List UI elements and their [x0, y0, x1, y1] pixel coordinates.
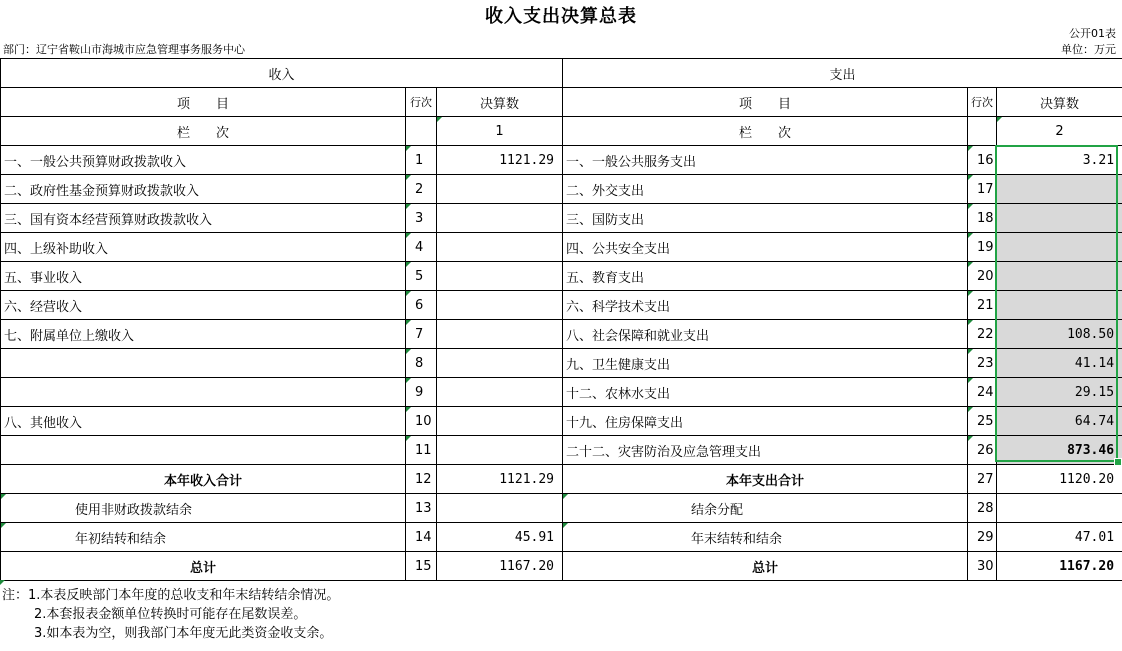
income-amount[interactable]: 1121.29 [437, 146, 563, 175]
expense-summary-amount[interactable] [997, 494, 1122, 523]
income-item-header[interactable]: 项 目 [1, 88, 406, 117]
income-column-label[interactable]: 栏 次 [1, 117, 406, 146]
expense-line-no[interactable]: 16 [968, 146, 997, 175]
expense-total-amount[interactable]: 1167.20 [997, 552, 1122, 581]
expense-line-no[interactable]: 20 [968, 262, 997, 291]
expense-line-no[interactable]: 25 [968, 407, 997, 436]
expense-column-label[interactable]: 栏 次 [563, 117, 968, 146]
expense-line-no[interactable]: 26 [968, 436, 997, 465]
column-header-row [1, 88, 1122, 117]
expense-item-label[interactable]: 一、一般公共服务支出 [563, 146, 968, 175]
income-line-no[interactable]: 3 [406, 204, 437, 233]
income-column-number[interactable]: 1 [437, 117, 563, 146]
table-row [1, 378, 1122, 407]
expense-subtotal-label[interactable]: 本年支出合计 [563, 465, 968, 494]
income-item-label[interactable]: 六、经营收入 [1, 291, 406, 320]
expense-line-no[interactable]: 28 [968, 494, 997, 523]
income-item-label[interactable]: 一、一般公共预算财政拨款收入 [1, 146, 406, 175]
income-line-no[interactable]: 8 [406, 349, 437, 378]
note-line: 3.如本表为空，则我部门本年度无此类资金收支余。 [34, 626, 333, 641]
expense-amount[interactable]: 29.15 [997, 378, 1122, 407]
income-line-no[interactable]: 11 [406, 436, 437, 465]
fill-handle[interactable] [1114, 458, 1122, 466]
income-line-header[interactable]: 行次 [406, 88, 437, 117]
expense-amount[interactable] [997, 262, 1122, 291]
table-row [1, 175, 1122, 204]
income-summary-label[interactable]: 年初结转和结余 [1, 523, 406, 552]
income-amount[interactable] [437, 175, 563, 204]
expense-amount[interactable]: 3.21 [997, 146, 1122, 175]
expense-line-header[interactable]: 行次 [968, 88, 997, 117]
expense-amount[interactable] [997, 233, 1122, 262]
unit-label: 单位：万元 [1061, 43, 1116, 56]
expense-line-no[interactable]: 19 [968, 233, 997, 262]
expense-amount[interactable]: 41.14 [997, 349, 1122, 378]
summary-row [1, 465, 1122, 494]
expense-item-header[interactable]: 项 目 [563, 88, 968, 117]
income-line-no[interactable]: 15 [406, 552, 437, 581]
income-line-no[interactable]: 4 [406, 233, 437, 262]
income-item-label[interactable] [1, 378, 406, 407]
expense-line-no[interactable]: 17 [968, 175, 997, 204]
expense-amount[interactable]: 108.50 [997, 320, 1122, 349]
expense-item-label[interactable]: 三、国防支出 [563, 204, 968, 233]
expense-item-label[interactable]: 二、外交支出 [563, 175, 968, 204]
income-amount[interactable] [437, 291, 563, 320]
note-line: 注：1.本表反映部门本年度的总收支和年末结转结余情况。 [2, 588, 340, 603]
table-row [1, 146, 1122, 175]
expense-subtotal-amount[interactable]: 1120.20 [997, 465, 1122, 494]
expense-item-label[interactable]: 四、公共安全支出 [563, 233, 968, 262]
expense-item-label[interactable]: 六、科学技术支出 [563, 291, 968, 320]
expense-line-no[interactable]: 29 [968, 523, 997, 552]
section-header-row [1, 59, 1122, 88]
total-row [1, 552, 1122, 581]
income-amount[interactable] [437, 407, 563, 436]
income-line-no[interactable]: 5 [406, 262, 437, 291]
department-label: 部门：辽宁省鞍山市海城市应急管理事务服务中心 [3, 43, 245, 56]
income-line-no[interactable]: 7 [406, 320, 437, 349]
expense-line-no[interactable]: 27 [968, 465, 997, 494]
expense-summary-amount[interactable]: 47.01 [997, 523, 1122, 552]
income-item-label[interactable]: 五、事业收入 [1, 262, 406, 291]
income-subtotal-label[interactable]: 本年收入合计 [1, 465, 406, 494]
expense-amount[interactable] [997, 204, 1122, 233]
income-amount[interactable] [437, 233, 563, 262]
note-line: 2.本套报表金额单位转换时可能存在尾数误差。 [34, 607, 307, 622]
income-summary-amount[interactable] [437, 494, 563, 523]
expense-column-number[interactable]: 2 [997, 117, 1122, 146]
income-total-label[interactable]: 总计 [1, 552, 406, 581]
income-line-no[interactable]: 9 [406, 378, 437, 407]
income-subtotal-amount[interactable]: 1121.29 [437, 465, 563, 494]
income-line-no[interactable]: 1 [406, 146, 437, 175]
income-total-amount[interactable]: 1167.20 [437, 552, 563, 581]
income-summary-amount[interactable]: 45.91 [437, 523, 563, 552]
income-item-label[interactable]: 四、上级补助收入 [1, 233, 406, 262]
income-line-no[interactable]: 6 [406, 291, 437, 320]
expense-item-label[interactable]: 八、社会保障和就业支出 [563, 320, 968, 349]
table-row [1, 204, 1122, 233]
income-amount[interactable] [437, 262, 563, 291]
table-row [1, 320, 1122, 349]
expense-item-label[interactable]: 十二、农林水支出 [563, 378, 968, 407]
expense-amount-header[interactable]: 决算数 [997, 88, 1122, 117]
income-line-no[interactable]: 14 [406, 523, 437, 552]
table-row [1, 291, 1122, 320]
income-item-label[interactable]: 七、附属单位上缴收入 [1, 320, 406, 349]
table-row [1, 436, 1122, 465]
table-row [1, 262, 1122, 291]
table-row [1, 407, 1122, 436]
income-line-no[interactable]: 10 [406, 407, 437, 436]
income-amount[interactable] [437, 349, 563, 378]
income-line-no[interactable]: 13 [406, 494, 437, 523]
expense-summary-label[interactable]: 年末结转和结余 [563, 523, 968, 552]
notes [2, 586, 339, 643]
expense-column-line-cell[interactable] [968, 117, 997, 146]
income-item-label[interactable]: 三、国有资本经营预算财政拨款收入 [1, 204, 406, 233]
income-amount[interactable] [437, 436, 563, 465]
income-item-label[interactable] [1, 349, 406, 378]
expense-section-header[interactable]: 支出 [563, 59, 1122, 88]
expense-line-no[interactable]: 18 [968, 204, 997, 233]
table-row [1, 349, 1122, 378]
expense-total-label[interactable]: 总计 [563, 552, 968, 581]
income-amount[interactable] [437, 320, 563, 349]
expense-line-no[interactable]: 23 [968, 349, 997, 378]
expense-amount[interactable] [997, 175, 1122, 204]
comment-marker [0, 580, 5, 585]
report-title: 收入支出决算总表 [485, 6, 637, 27]
income-amount[interactable] [437, 378, 563, 407]
income-section-header[interactable]: 收入 [1, 59, 563, 88]
income-amount-header[interactable]: 决算数 [437, 88, 563, 117]
form-code: 公开01表 [1069, 27, 1116, 40]
expense-item-label[interactable]: 二十二、灾害防治及应急管理支出 [563, 436, 968, 465]
expense-item-label[interactable]: 五、教育支出 [563, 262, 968, 291]
column-number-row [1, 117, 1122, 146]
expense-line-no[interactable]: 21 [968, 291, 997, 320]
expense-line-no[interactable]: 30 [968, 552, 997, 581]
income-item-label[interactable]: 八、其他收入 [1, 407, 406, 436]
income-item-label[interactable] [1, 436, 406, 465]
income-amount[interactable] [437, 204, 563, 233]
income-summary-label[interactable]: 使用非财政拨款结余 [1, 494, 406, 523]
income-line-no[interactable]: 12 [406, 465, 437, 494]
table-row [1, 233, 1122, 262]
expense-line-no[interactable]: 22 [968, 320, 997, 349]
income-expense-table [0, 58, 1122, 581]
expense-amount[interactable]: 64.74 [997, 407, 1122, 436]
expense-amount[interactable] [997, 291, 1122, 320]
expense-summary-label[interactable]: 结余分配 [563, 494, 968, 523]
summary-row [1, 494, 1122, 523]
income-column-line-cell[interactable] [406, 117, 437, 146]
expense-amount[interactable]: 873.46 [997, 436, 1122, 465]
expense-item-label[interactable]: 十九、住房保障支出 [563, 407, 968, 436]
income-item-label[interactable]: 二、政府性基金预算财政拨款收入 [1, 175, 406, 204]
income-line-no[interactable]: 2 [406, 175, 437, 204]
expense-line-no[interactable]: 24 [968, 378, 997, 407]
summary-row [1, 523, 1122, 552]
expense-item-label[interactable]: 九、卫生健康支出 [563, 349, 968, 378]
